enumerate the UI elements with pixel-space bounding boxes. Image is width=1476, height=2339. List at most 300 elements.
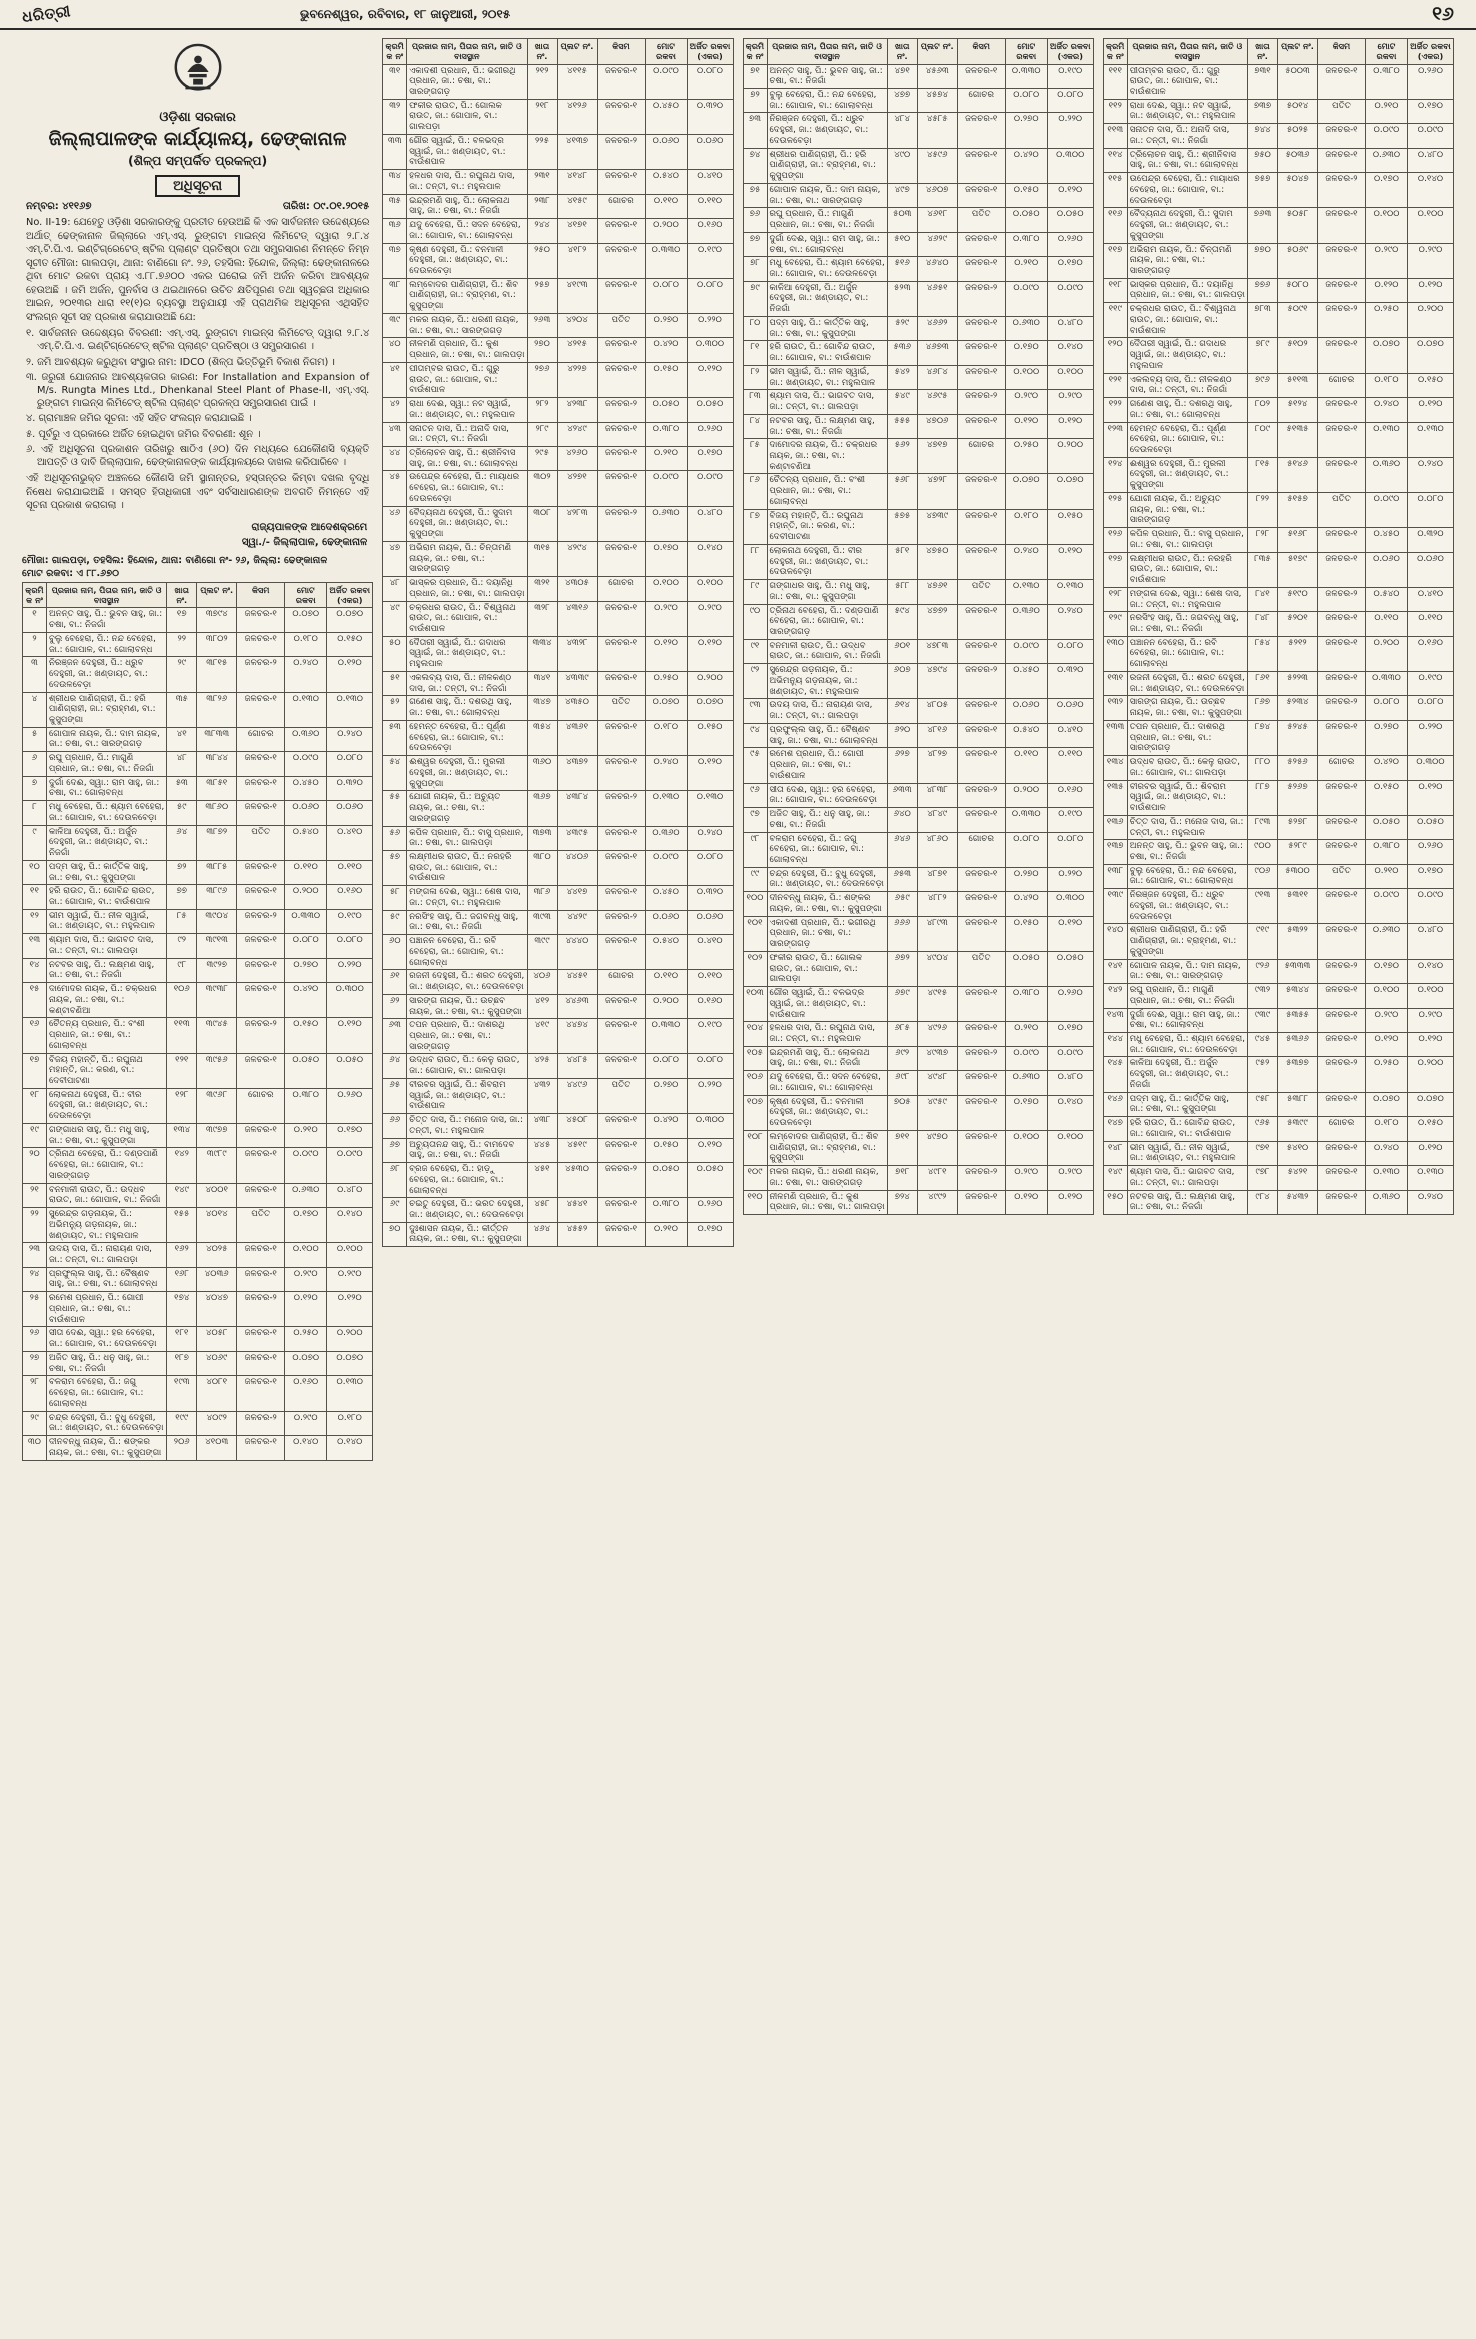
- serial-no-cell: ୮୧: [743, 341, 767, 365]
- acquired-area-cell: ୦.୨୦୦: [1408, 1057, 1454, 1092]
- record-row: [23, 1292, 373, 1327]
- acquired-area-cell: ୦.୦୫୦: [687, 398, 733, 422]
- serial-no-cell: ୧୧୩: [1103, 124, 1127, 148]
- owner-name-cell: ଦୁର୍ଗା ଦେଈ, ସ୍ୱା.: ରାମ ସାହୁ, ଜା.: ଚଷା, ବା.: ଗୋଲାବନ୍ଧ: [47, 776, 167, 800]
- serial-no-cell: ୧୧୭: [1103, 243, 1127, 278]
- kisam-cell: ଜଳଚର-୧: [237, 1267, 285, 1291]
- owner-name-cell: ଉଦୟ ଦାସ, ପି.: ନାରାୟଣ ଦାସ, ଜା.: ତନ୍ତୀ, ବା.: ଗାଲପଡ଼ା: [767, 699, 887, 723]
- notification-heading-wrap: [26, 175, 369, 197]
- serial-no-cell: ୨୧: [23, 1183, 47, 1207]
- schedule-column-3: [743, 38, 1094, 2307]
- owner-name-cell: ଏକଲବ୍ୟ ଦାସ, ପି.: ନୀଳକଣ୍ଠ ଦାସ, ଜା.: ତନ୍ତୀ, ବା.: ନିଜଗାଁ: [407, 671, 527, 695]
- plot-no-cell: ୪୪୮୫: [557, 1054, 597, 1078]
- kisam-cell: ଗୋଚର: [237, 1088, 285, 1123]
- total-area-cell: ୦.୦୯୦: [1005, 281, 1047, 316]
- plot-no-cell: ୪୯୧୫: [917, 987, 957, 1022]
- record-row: [23, 1183, 373, 1207]
- total-area-cell: ୦.୨୫୦: [1005, 439, 1047, 474]
- owner-name-cell: ତ୍ରିଲୋଚନ ସାହୁ, ପି.: ଶ୍ରୀନିବାସ ସାହୁ, ଜା.: ଚଷା, ବା.: ଗୋଲାବନ୍ଧ: [407, 447, 527, 471]
- record-row: [743, 183, 1093, 207]
- plot-no-cell: ୪୯୩୭: [917, 1046, 957, 1070]
- acquired-area-cell: ୦.୧୫୦: [1047, 509, 1093, 544]
- acquired-area-cell: ୦.୪୮୦: [687, 506, 733, 541]
- kisam-cell: ଜଳଚର-୧: [957, 639, 1005, 663]
- column-header-owner-name: ପ୍ରଜାର ନାମ, ପିତାର ନାମ, ଜାତି ଓ ବାସସ୍ଥାନ: [47, 582, 167, 608]
- record-row: [1103, 398, 1453, 422]
- total-area-cell: ୦.୦୮୦: [645, 278, 687, 313]
- kisam-cell: ଗୋଚର: [597, 194, 645, 218]
- serial-no-cell: ୧୩: [23, 934, 47, 958]
- khata-no-cell: ୨୩୮: [527, 194, 557, 218]
- record-row: [1103, 1166, 1453, 1190]
- total-area-cell: ୦.୩୩୦: [1366, 671, 1408, 695]
- owner-name-cell: ଇନ୍ଦ୍ରମଣି ସାହୁ, ପି.: ଲୋକନାଥ ସାହୁ, ଜା.: ଚଷା, ବା.: ନିଜଗାଁ: [767, 1046, 887, 1070]
- acquired-area-cell: ୦.୦୭୦: [327, 608, 373, 632]
- khata-no-cell: ୪୮୪: [887, 113, 917, 148]
- owner-name-cell: ଗୌର ସ୍ୱାଇଁ, ପି.: ବଳଭଦ୍ର ସ୍ୱାଇଁ, ଜା.: ଖଣ୍ଡାୟତ, ବା.: ବାଉଁଶପାଳ: [407, 134, 527, 169]
- record-row: [1103, 696, 1453, 720]
- khata-no-cell: ୧୨୧: [167, 1053, 197, 1088]
- kisam-cell: ଜଳଚର-୧: [957, 509, 1005, 544]
- total-area-cell: ୦.୦୯୦: [645, 850, 687, 885]
- record-row: [383, 134, 733, 169]
- record-row: [23, 1148, 373, 1183]
- khata-no-cell: ୩୯୩: [527, 910, 557, 934]
- owner-name-cell: ତ୍ରିନାଥ ବେହେରା, ପି.: ଦଣ୍ଡପାଣି ବେହେରା, ଜା.: ଗୋପାଳ, ବା.: ସାରଙ୍ଗଗଡ଼: [767, 604, 887, 639]
- record-row: [1103, 208, 1453, 243]
- record-row: [23, 909, 373, 933]
- total-area-cell: ୦.୪୫୦: [285, 776, 327, 800]
- serial-no-cell: ୯୭: [743, 808, 767, 832]
- serial-no-cell: ୧୪୩: [1103, 1008, 1127, 1032]
- kisam-cell: ଜଳଚର-୧: [957, 723, 1005, 747]
- total-area-cell: ୦.୨୧୦: [285, 1123, 327, 1147]
- record-row: [743, 1071, 1093, 1095]
- total-area-cell: ୦.୪୨୦: [285, 983, 327, 1018]
- record-row: [1103, 148, 1453, 172]
- record-row: [743, 439, 1093, 474]
- serial-no-cell: ୧୨୨: [1103, 398, 1127, 422]
- acquired-area-cell: ୦.୦୮୦: [1047, 88, 1093, 112]
- serial-no-cell: ୬୧: [383, 970, 407, 994]
- acquired-area-cell: ୦.୧୬୦: [327, 885, 373, 909]
- serial-no-cell: ୧୩୨: [1103, 696, 1127, 720]
- column-header-khata-no: ଖାତା ନଂ.: [1248, 39, 1278, 65]
- serial-no-cell: ୪୬: [383, 506, 407, 541]
- serial-no-cell: ୧୩୦: [1103, 636, 1127, 671]
- acquired-area-cell: ୦.୧୯୦: [1408, 671, 1454, 695]
- kisam-cell: ଜଳଚର-୧: [237, 958, 285, 982]
- record-row: [1103, 1190, 1453, 1214]
- serial-no-cell: ୨୦: [23, 1148, 47, 1183]
- total-area-cell: ୦.୦୮୦: [1005, 88, 1047, 112]
- total-area-cell: ୦.୧୦୦: [1005, 1130, 1047, 1165]
- acquired-area-cell: ୦.୧୪୦: [1408, 173, 1454, 208]
- plot-no-cell: ୪୯୦୪: [917, 951, 957, 986]
- notice-subtitle: (ଶିଳ୍ପ ସମ୍ପର୍କିତ ପ୍ରକଳ୍ପ): [128, 153, 268, 168]
- acquired-area-cell: ୦.୧୭୦: [1408, 864, 1454, 888]
- acquired-area-cell: ୦.୨୯୦: [1047, 1166, 1093, 1190]
- plot-no-cell: ୪୫୫୨: [557, 1222, 597, 1246]
- serial-no-cell: ୮୪: [743, 414, 767, 438]
- acquired-area-cell: ୦.୧୪୦: [1047, 1095, 1093, 1130]
- owner-name-cell: ରଘୁ ପ୍ରଧାନ, ପି.: ମାଗୁଣି ପ୍ରଧାନ, ଜା.: ଚଷା, ବା.: ନିଜଗାଁ: [1127, 984, 1247, 1008]
- plot-no-cell: ୩୮୬୦: [197, 801, 237, 825]
- acquired-area-cell: ୦.୨୦୦: [687, 671, 733, 695]
- government-name: ଓଡ଼ିଶା ସରକାର: [159, 110, 236, 125]
- owner-name-cell: ସାରଙ୍ଗ ନାୟକ, ପି.: ଉଚ୍ଛବ ନାୟକ, ଜା.: ଚଷା, ବା.: କୁସୁପଙ୍ଗା: [407, 994, 527, 1018]
- record-row: [1103, 587, 1453, 611]
- acquired-area-cell: ୦.୨୨୦: [1047, 867, 1093, 891]
- plot-no-cell: ୪୦୪୭: [197, 1292, 237, 1327]
- record-row: [383, 1138, 733, 1162]
- kisam-cell: ଜଳଚର-୨: [1318, 303, 1366, 338]
- total-area-cell: ୦.୧୨୦: [645, 636, 687, 671]
- kisam-cell: ଜଳଚର-୧: [597, 1198, 645, 1222]
- acquired-area-cell: ୦.୨୨୦: [687, 1078, 733, 1113]
- serial-no-cell: ୧୧୮: [1103, 278, 1127, 302]
- acquired-area-cell: ୦.୦୮୦: [1047, 639, 1093, 663]
- kisam-cell: ପତିତ: [597, 313, 645, 337]
- acquired-area-cell: ୦.୪୧୦: [327, 825, 373, 860]
- acquired-area-cell: ୦.୧୬୦: [687, 219, 733, 243]
- owner-name-cell: ନିରଞ୍ଜନ ଦେହୁରୀ, ପି.: ଧ୍ରୁବ ଦେହୁରୀ, ଜା.: ଖଣ୍ଡାୟତ, ବା.: ଦେଉଳବେଡ଼ା: [1127, 889, 1247, 924]
- kisam-cell: ଗୋଚର: [957, 439, 1005, 474]
- khata-no-cell: ୨୪୪: [527, 219, 557, 243]
- plot-no-cell: ୪୭୮୩: [917, 639, 957, 663]
- khata-no-cell: ୬୯୮: [887, 1071, 917, 1095]
- total-area-cell: ୦.୧୧୦: [645, 194, 687, 218]
- serial-no-cell: ୧୨୧: [1103, 373, 1127, 397]
- plot-no-cell: ୪୨୦୪: [557, 313, 597, 337]
- column-header-plot-no: ପ୍ଲଟ ନଂ.: [557, 39, 597, 65]
- plot-no-cell: ୪୫୩୦: [557, 1163, 597, 1198]
- serial-no-cell: ୮୬: [743, 474, 767, 509]
- khata-no-cell: ୭୪୪: [1248, 124, 1278, 148]
- table-header-row: [23, 582, 373, 608]
- acquired-area-cell: ୦.୨୦୦: [327, 1327, 373, 1351]
- acquired-area-cell: ୦.୧୪୦: [687, 541, 733, 576]
- acquired-area-cell: ୦.୦୬୦: [327, 801, 373, 825]
- serial-no-cell: ୧୧: [23, 885, 47, 909]
- record-row: [1103, 492, 1453, 527]
- record-row: [383, 362, 733, 397]
- total-area-cell: ୦.୦୭୦: [645, 696, 687, 720]
- acquired-area-cell: ୦.୧୬୦: [687, 994, 733, 1018]
- kisam-cell: ଜଳଚର-୧: [237, 1327, 285, 1351]
- acquired-area-cell: ୦.୦୫୦: [1408, 815, 1454, 839]
- serial-no-cell: ୯୧: [743, 639, 767, 663]
- plot-no-cell: ୪୧୪୮: [557, 170, 597, 194]
- kisam-cell: ଜଳଚର-୧: [597, 636, 645, 671]
- record-row: [1103, 1141, 1453, 1165]
- total-area-cell: ୦.୪୨୦: [1366, 756, 1408, 780]
- acquired-area-cell: ୦.୧୦୦: [327, 1243, 373, 1267]
- plot-no-cell: ୪୨୨୭: [557, 362, 597, 397]
- record-row: [383, 64, 733, 99]
- serial-no-cell: ୧୧୫: [1103, 173, 1127, 208]
- owner-name-cell: କାଳିଆ ଦେହୁରୀ, ପି.: ଅର୍ଜୁନ ଦେହୁରୀ, ଜା.: ଖଣ୍ଡାୟତ, ବା.: ନିଜଗାଁ: [767, 281, 887, 316]
- khata-no-cell: ୭୯୬: [1248, 373, 1278, 397]
- kisam-cell: ଜଳଚର-୧: [597, 994, 645, 1018]
- total-area-cell: ୦.୧୦୦: [1366, 984, 1408, 1008]
- kisam-cell: ଜଳଚର-୨: [957, 390, 1005, 414]
- serial-no-cell: ୭୮: [743, 257, 767, 281]
- total-area-cell: ୦.୫୪୦: [285, 825, 327, 860]
- closing-paragraph: ଏହି ଅଧିସୂଚନାଭୁକ୍ତ ଅଞ୍ଚଳରେ କୌଣସି ଜମି ସ୍ଥାନାନ୍ତର, ହସ୍ତାନ୍ତର କିମ୍ବା ଦଖଲ ବୃଦ୍ଧି ନିଷେଧ କରାଯାଇଅଛି । ସମସ୍ତ ହିତାଧିକାରୀ ଏବଂ ସର୍ବସାଧାରଣଙ୍କ ଅବଗତି ନିମନ୍ତେ ଏହି ସୂଚନା ପ୍ରକାଶ କରାଗଲା ।: [26, 473, 370, 512]
- total-area-cell: ୦.୨୭୦: [1005, 867, 1047, 891]
- owner-name-cell: ତ୍ରିଲୋଚନ ସାହୁ, ପି.: ଶ୍ରୀନିବାସ ସାହୁ, ଜା.: ଚଷା, ବା.: ଗୋଲାବନ୍ଧ: [1127, 148, 1247, 172]
- owner-name-cell: ଦୁର୍ଗା ଦେଈ, ସ୍ୱା.: ରାମ ସାହୁ, ଜା.: ଚଷା, ବା.: ଗୋଲାବନ୍ଧ: [767, 232, 887, 256]
- plot-no-cell: ୪୮୯୩: [917, 916, 957, 951]
- owner-name-cell: ନୀଳମଣି ପ୍ରଧାନ, ପି.: କୁଶ ପ୍ରଧାନ, ଜା.: ଚଷା, ବା.: ଗାଲପଡ଼ା: [407, 338, 527, 362]
- serial-no-cell: ୧୩୭: [1103, 840, 1127, 864]
- owner-name-cell: ଲକ୍ଷ୍ମୀଧର ରାଉତ, ପି.: ନରହରି ରାଉତ, ଜା.: ଗୋପାଳ, ବା.: ବାଉଁଶପାଳ: [1127, 552, 1247, 587]
- record-row: [23, 776, 373, 800]
- record-row: [383, 671, 733, 695]
- owner-name-cell: ନଟବର ସାହୁ, ପି.: ଲକ୍ଷ୍ମଣ ସାହୁ, ଜା.: ଚଷା, ବା.: ନିଜଗାଁ: [767, 414, 887, 438]
- total-area-cell: ୦.୧୮୦: [645, 720, 687, 755]
- total-area-cell: ୦.୨୧୦: [1005, 257, 1047, 281]
- owner-name-cell: ଚିତ୍ତ ଦାସ, ପି.: ମନୋଜ ଦାସ, ଜା.: ତନ୍ତୀ, ବା.: ମହୁଲପାଳ: [1127, 815, 1247, 839]
- total-area-cell: ୦.୦୫୦: [1005, 208, 1047, 232]
- total-area-cell: ୦.୫୪୦: [645, 170, 687, 194]
- total-area-cell: ୦.୦୮୦: [1005, 832, 1047, 867]
- plot-no-cell: ୫୦୧୪: [1278, 99, 1318, 123]
- total-area-cell: ୦.୦୭୦: [285, 608, 327, 632]
- khata-no-cell: ୪୧୯: [527, 1019, 557, 1054]
- serial-no-cell: ୬୪: [383, 1054, 407, 1078]
- acquired-area-cell: ୦.୧୨୦: [1408, 780, 1454, 815]
- serial-no-cell: ୭୬: [743, 208, 767, 232]
- khata-no-cell: ୫୯୪: [887, 604, 917, 639]
- khata-no-cell: ୨୭୬: [527, 362, 557, 397]
- owner-name-cell: ଅନନ୍ତ ସାହୁ, ପି.: ଭୁବନ ସାହୁ, ଜା.: ଚଷା, ବା.: ନିଜଗାଁ: [1127, 840, 1247, 864]
- total-area-cell: ୦.୦୯୦: [1366, 124, 1408, 148]
- owner-name-cell: ଅଭିରାମ ନାୟକ, ପି.: ଚିନ୍ତାମଣି ନାୟକ, ଜା.: ଚଷା, ବା.: ସାରଙ୍ଗଗଡ଼: [1127, 243, 1247, 278]
- serial-no-cell: ୧୧୦: [743, 1190, 767, 1214]
- serial-no-cell: ୨: [23, 632, 47, 656]
- record-row: [1103, 889, 1453, 924]
- khata-no-cell: ୭୮୯: [1248, 338, 1278, 373]
- total-area-cell: ୦.୬୩୦: [1005, 1071, 1047, 1095]
- owner-name-cell: ଗୌର ସ୍ୱାଇଁ, ପି.: ବଳଭଦ୍ର ସ୍ୱାଇଁ, ଜା.: ଖଣ୍ଡାୟତ, ବା.: ବାଉଁଶପାଳ: [767, 987, 887, 1022]
- serial-no-cell: ୧୨୮: [1103, 587, 1127, 611]
- khata-no-cell: ୨୫୭: [527, 278, 557, 313]
- serial-no-cell: ୩: [23, 657, 47, 692]
- kisam-cell: ଜଳଚର-୧: [597, 243, 645, 278]
- owner-name-cell: ତ୍ରିନାଥ ବେହେରା, ପି.: ଦଣ୍ଡପାଣି ବେହେରା, ଜା.: ଗୋପାଳ, ବା.: ସାରଙ୍ଗଗଡ଼: [47, 1148, 167, 1183]
- kisam-cell: ଜଳଚର-୧: [957, 1130, 1005, 1165]
- record-row: [23, 1208, 373, 1243]
- record-row: [743, 390, 1093, 414]
- owner-name-cell: ବୁଲୁ ବେହେରା, ପି.: ନନ୍ଦ ବେହେରା, ଜା.: ଗୋପାଳ, ବା.: ଗୋଲାବନ୍ଧ: [767, 88, 887, 112]
- kisam-cell: ପତିତ: [957, 208, 1005, 232]
- plot-no-cell: ୪୭୭୨: [917, 604, 957, 639]
- acquired-area-cell: ୦.୧୩୦: [327, 1376, 373, 1411]
- notice-number: ନମ୍ବର: ୪୧୧୬୭: [26, 201, 92, 212]
- total-area-cell: ୦.୦୭୦: [285, 1351, 327, 1375]
- plot-no-cell: ୫୧୯୦: [1278, 587, 1318, 611]
- record-row: [743, 639, 1093, 663]
- plot-no-cell: ୪୮୧୬: [917, 723, 957, 747]
- acquired-area-cell: ୦.୨୦୦: [1047, 439, 1093, 474]
- plot-no-cell: ୪୦୯୨: [197, 1411, 237, 1435]
- notice-column: [22, 38, 373, 2307]
- notice-points: [26, 327, 369, 469]
- serial-no-cell: ୮୫: [743, 439, 767, 474]
- owner-name-cell: ଚକ୍ରଧର ରାଉତ, ପି.: ବିଶ୍ୱନାଥ ରାଉତ, ଜା.: ଗୋପାଳ, ବା.: ବାଉଁଶପାଳ: [1127, 303, 1247, 338]
- khata-no-cell: ୬୭୯: [887, 987, 917, 1022]
- plot-no-cell: ୩୭୯୪: [197, 608, 237, 632]
- serial-no-cell: ୬୯: [383, 1198, 407, 1222]
- owner-name-cell: ଦୈତାରୀ ସ୍ୱାଇଁ, ପି.: ଗଦାଧର ସ୍ୱାଇଁ, ଜା.: ଖଣ୍ଡାୟତ, ବା.: ମହୁଲପାଳ: [407, 636, 527, 671]
- record-row: [383, 447, 733, 471]
- khata-no-cell: ୬୯୨: [887, 1046, 917, 1070]
- kisam-cell: ଜଳଚର-୧: [597, 422, 645, 446]
- khata-no-cell: ୭୫୭: [1248, 173, 1278, 208]
- plot-no-cell: ୪୩୫୦: [557, 696, 597, 720]
- khata-no-cell: ୪୪୫: [527, 1138, 557, 1162]
- total-area-cell: ୦.୧୨୦: [1005, 1190, 1047, 1214]
- khata-no-cell: ୨୦୬: [167, 1436, 197, 1460]
- plot-no-cell: ୩୯୭୭: [197, 1123, 237, 1147]
- owner-name-cell: ଏକଲବ୍ୟ ଦାସ, ପି.: ନୀଳକଣ୍ଠ ଦାସ, ଜା.: ତନ୍ତୀ, ବା.: ନିଜଗାଁ: [1127, 373, 1247, 397]
- acquired-area-cell: ୦.୧୨୦: [327, 657, 373, 692]
- plot-no-cell: ୫୩୫୫: [1278, 1008, 1318, 1032]
- serial-no-cell: ୧୦୩: [743, 987, 767, 1022]
- kisam-cell: ଗୋଚର: [1318, 373, 1366, 397]
- record-row: [23, 1436, 373, 1460]
- total-area-cell: ୦.୨୯୦: [1366, 243, 1408, 278]
- khata-no-cell: ୧୬୮: [167, 1267, 197, 1291]
- acquired-area-cell: ୦.୩୨୦: [327, 776, 373, 800]
- total-area-cell: ୦.୩୮୦: [1366, 64, 1408, 99]
- record-row: [23, 983, 373, 1018]
- serial-no-cell: ୬: [23, 752, 47, 776]
- acquired-area-cell: ୦.୧୧୦: [327, 860, 373, 884]
- kisam-cell: ପତିତ: [237, 825, 285, 860]
- kisam-cell: ଜଳଚର-୧: [1318, 1190, 1366, 1214]
- khata-no-cell: ୨୬୩: [527, 313, 557, 337]
- khata-no-cell: ୮୨୮: [1248, 528, 1278, 552]
- total-area-cell: ୦.୧୬୦: [285, 1376, 327, 1411]
- serial-no-cell: ୨୯: [23, 1411, 47, 1435]
- khata-no-cell: ୯୭୮: [1248, 1166, 1278, 1190]
- plot-no-cell: ୫୦୩୬: [1278, 148, 1318, 172]
- plot-no-cell: ୫୧୦୨: [1278, 338, 1318, 373]
- kisam-cell: ଜଳଚର-୧: [1318, 528, 1366, 552]
- total-area-cell: ୦.୧୩୦: [1366, 1166, 1408, 1190]
- khata-no-cell: ୪୭୭: [887, 88, 917, 112]
- serial-no-cell: ୨୮: [23, 1376, 47, 1411]
- total-area-cell: ୦.୨୭୦: [285, 958, 327, 982]
- owner-name-cell: ଦାମୋଦର ନାୟକ, ପି.: ଚକ୍ରଧର ନାୟକ, ଜା.: ଚଷା, ବା.: କଣ୍ଟାବଣିଆ: [47, 983, 167, 1018]
- office-title: ଜିଲ୍ଲାପାଳଙ୍କ କାର୍ଯ୍ୟାଳୟ, ଢେଙ୍କାନାଳ: [48, 128, 347, 150]
- total-area-cell: ୦.୧୭୦: [1005, 341, 1047, 365]
- plot-no-cell: ୪୮୬୦: [917, 832, 957, 867]
- khata-no-cell: ୩୨୮: [527, 601, 557, 636]
- acquired-area-cell: ୦.୦୬୦: [687, 910, 733, 934]
- plot-no-cell: ୪୩୨୮: [557, 636, 597, 671]
- acquired-area-cell: ୦.୧୨୦: [1047, 916, 1093, 951]
- acquired-area-cell: ୦.୩୦୦: [327, 983, 373, 1018]
- notice-point: ୪. ଗ୍ରାମାଞ୍ଚଳ ଜମିର ସୂଚନା: ଏହି ସହିତ ସଂଲଗ୍ନ କରାଯାଇଛି ।: [26, 413, 252, 425]
- kisam-cell: ଜଳଚର-୧: [597, 1138, 645, 1162]
- owner-name-cell: ନରସିଂହ ସାହୁ, ପି.: ଜଗବନ୍ଧୁ ସାହୁ, ଜା.: ଚଷା, ବା.: ନିଜଗାଁ: [1127, 612, 1247, 636]
- record-row: [23, 657, 373, 692]
- khata-no-cell: ୪୬୪: [527, 1222, 557, 1246]
- acquired-area-cell: ୦.୨୪୦: [1408, 1190, 1454, 1214]
- owner-name-cell: କାଳିଆ ଦେହୁରୀ, ପି.: ଅର୍ଜୁନ ଦେହୁରୀ, ଜା.: ଖଣ୍ଡାୟତ, ବା.: ନିଜଗାଁ: [47, 825, 167, 860]
- serial-no-cell: ୧୩୪: [1103, 756, 1127, 780]
- total-area-cell: ୦.୩୩୦: [285, 909, 327, 933]
- khata-no-cell: ୭୧୧: [887, 1130, 917, 1165]
- khata-no-cell: ୩୩୪: [527, 636, 557, 671]
- kisam-cell: ଜଳଚର-୧: [597, 1222, 645, 1246]
- khata-no-cell: ୪୫୧: [527, 1163, 557, 1198]
- khata-no-cell: ୬୫୯: [887, 892, 917, 916]
- khata-no-cell: ୪୫୮: [527, 1198, 557, 1222]
- acquired-area-cell: ୦.୧୫୦: [687, 720, 733, 755]
- serial-no-cell: ୧୩୬: [1103, 815, 1127, 839]
- serial-no-cell: ୪୨: [383, 398, 407, 422]
- total-area-cell: ୦.୩୬୦: [1005, 604, 1047, 639]
- record-row: [23, 692, 373, 727]
- acquired-area-cell: ୦.୧୫୦: [327, 632, 373, 656]
- owner-name-cell: ହରି ରାଉତ, ପି.: ଗୋବିନ୍ଦ ରାଉତ, ଜା.: ଗୋପାଳ, ବା.: ବାଉଁଶପାଳ: [47, 885, 167, 909]
- acquired-area-cell: ୦.୨୪୦: [1047, 604, 1093, 639]
- plot-no-cell: ୫୪୩୨: [1278, 1190, 1318, 1214]
- serial-no-cell: ୪୧: [383, 362, 407, 397]
- serial-no-cell: ୫୭: [383, 850, 407, 885]
- acquired-area-cell: ୦.୧୩୦: [1408, 1166, 1454, 1190]
- total-area-cell: ୦.୧୮୦: [1366, 1117, 1408, 1141]
- acquired-area-cell: ୦.୧୨୦: [687, 636, 733, 671]
- serial-no-cell: ୯୬: [743, 783, 767, 807]
- plot-no-cell: ୫୧୪୬: [1278, 457, 1318, 492]
- notice-point: ୬. ଏହି ଅଧିସୂଚନା ପ୍ରକାଶନ ତାରିଖରୁ ଷାଠିଏ (୬୦) ଦିନ ମଧ୍ୟରେ ଯେକୌଣସି ବ୍ୟକ୍ତି ଆପତ୍ତି ଓ ଦାବି ଜିଲ୍ଲାପାଳ, ଢେଙ୍କାନାଳଙ୍କ କାର୍ଯ୍ୟାଳୟରେ ଦାଖଲ କରିପାରିବେ ।: [26, 443, 370, 469]
- record-row: [23, 1411, 373, 1435]
- column-header-serial-no: କ୍ରମିକ ନଂ: [1103, 39, 1127, 65]
- owner-name-cell: ହଳଧର ଦାସ, ପି.: ରଘୁନାଥ ଦାସ, ଜା.: ତନ୍ତୀ, ବା.: ମହୁଲପାଳ: [767, 1022, 887, 1046]
- acquired-area-cell: ୦.୪୮୦: [1408, 924, 1454, 959]
- record-row: [383, 1019, 733, 1054]
- kisam-cell: ଜଳଚର-୧: [237, 1376, 285, 1411]
- khata-no-cell: ୬୨୭: [887, 748, 917, 783]
- column-header-khata-no: ଖାତା ନଂ.: [527, 39, 557, 65]
- kisam-cell: ଜଳଚର-୧: [957, 414, 1005, 438]
- owner-name-cell: ପ୍ରଫୁଲ୍ଲ ସାହୁ, ପି.: ବୈଷ୍ଣବ ସାହୁ, ଜା.: ଚଷା, ବା.: ଗୋଲାବନ୍ଧ: [767, 723, 887, 747]
- khata-no-cell: ୪୭୧: [887, 64, 917, 88]
- plot-no-cell: ୪୨୭୧: [557, 471, 597, 506]
- kisam-cell: ଜଳଚର-୨: [1318, 959, 1366, 983]
- kisam-cell: ଜଳଚର-୧: [1318, 1166, 1366, 1190]
- record-row: [383, 970, 733, 994]
- kisam-cell: ଜଳଚର-୧: [957, 341, 1005, 365]
- acquired-area-cell: ୦.୦୯୦: [1408, 889, 1454, 924]
- record-row: [743, 1022, 1093, 1046]
- record-row: [1103, 338, 1453, 373]
- khata-no-cell: ୬୩୩: [887, 783, 917, 807]
- plot-no-cell: ୪୦୧୪: [197, 1208, 237, 1243]
- acquired-area-cell: ୦.୪୮୦: [1047, 316, 1093, 340]
- kisam-cell: ଜଳଚର-୧: [597, 219, 645, 243]
- khata-no-cell: ୪୧: [167, 727, 197, 751]
- total-area-cell: ୦.୨୦୦: [1005, 783, 1047, 807]
- kisam-cell: ଜଳଚର-୧: [957, 183, 1005, 207]
- total-area-cell: ୦.୪୫୦: [645, 886, 687, 910]
